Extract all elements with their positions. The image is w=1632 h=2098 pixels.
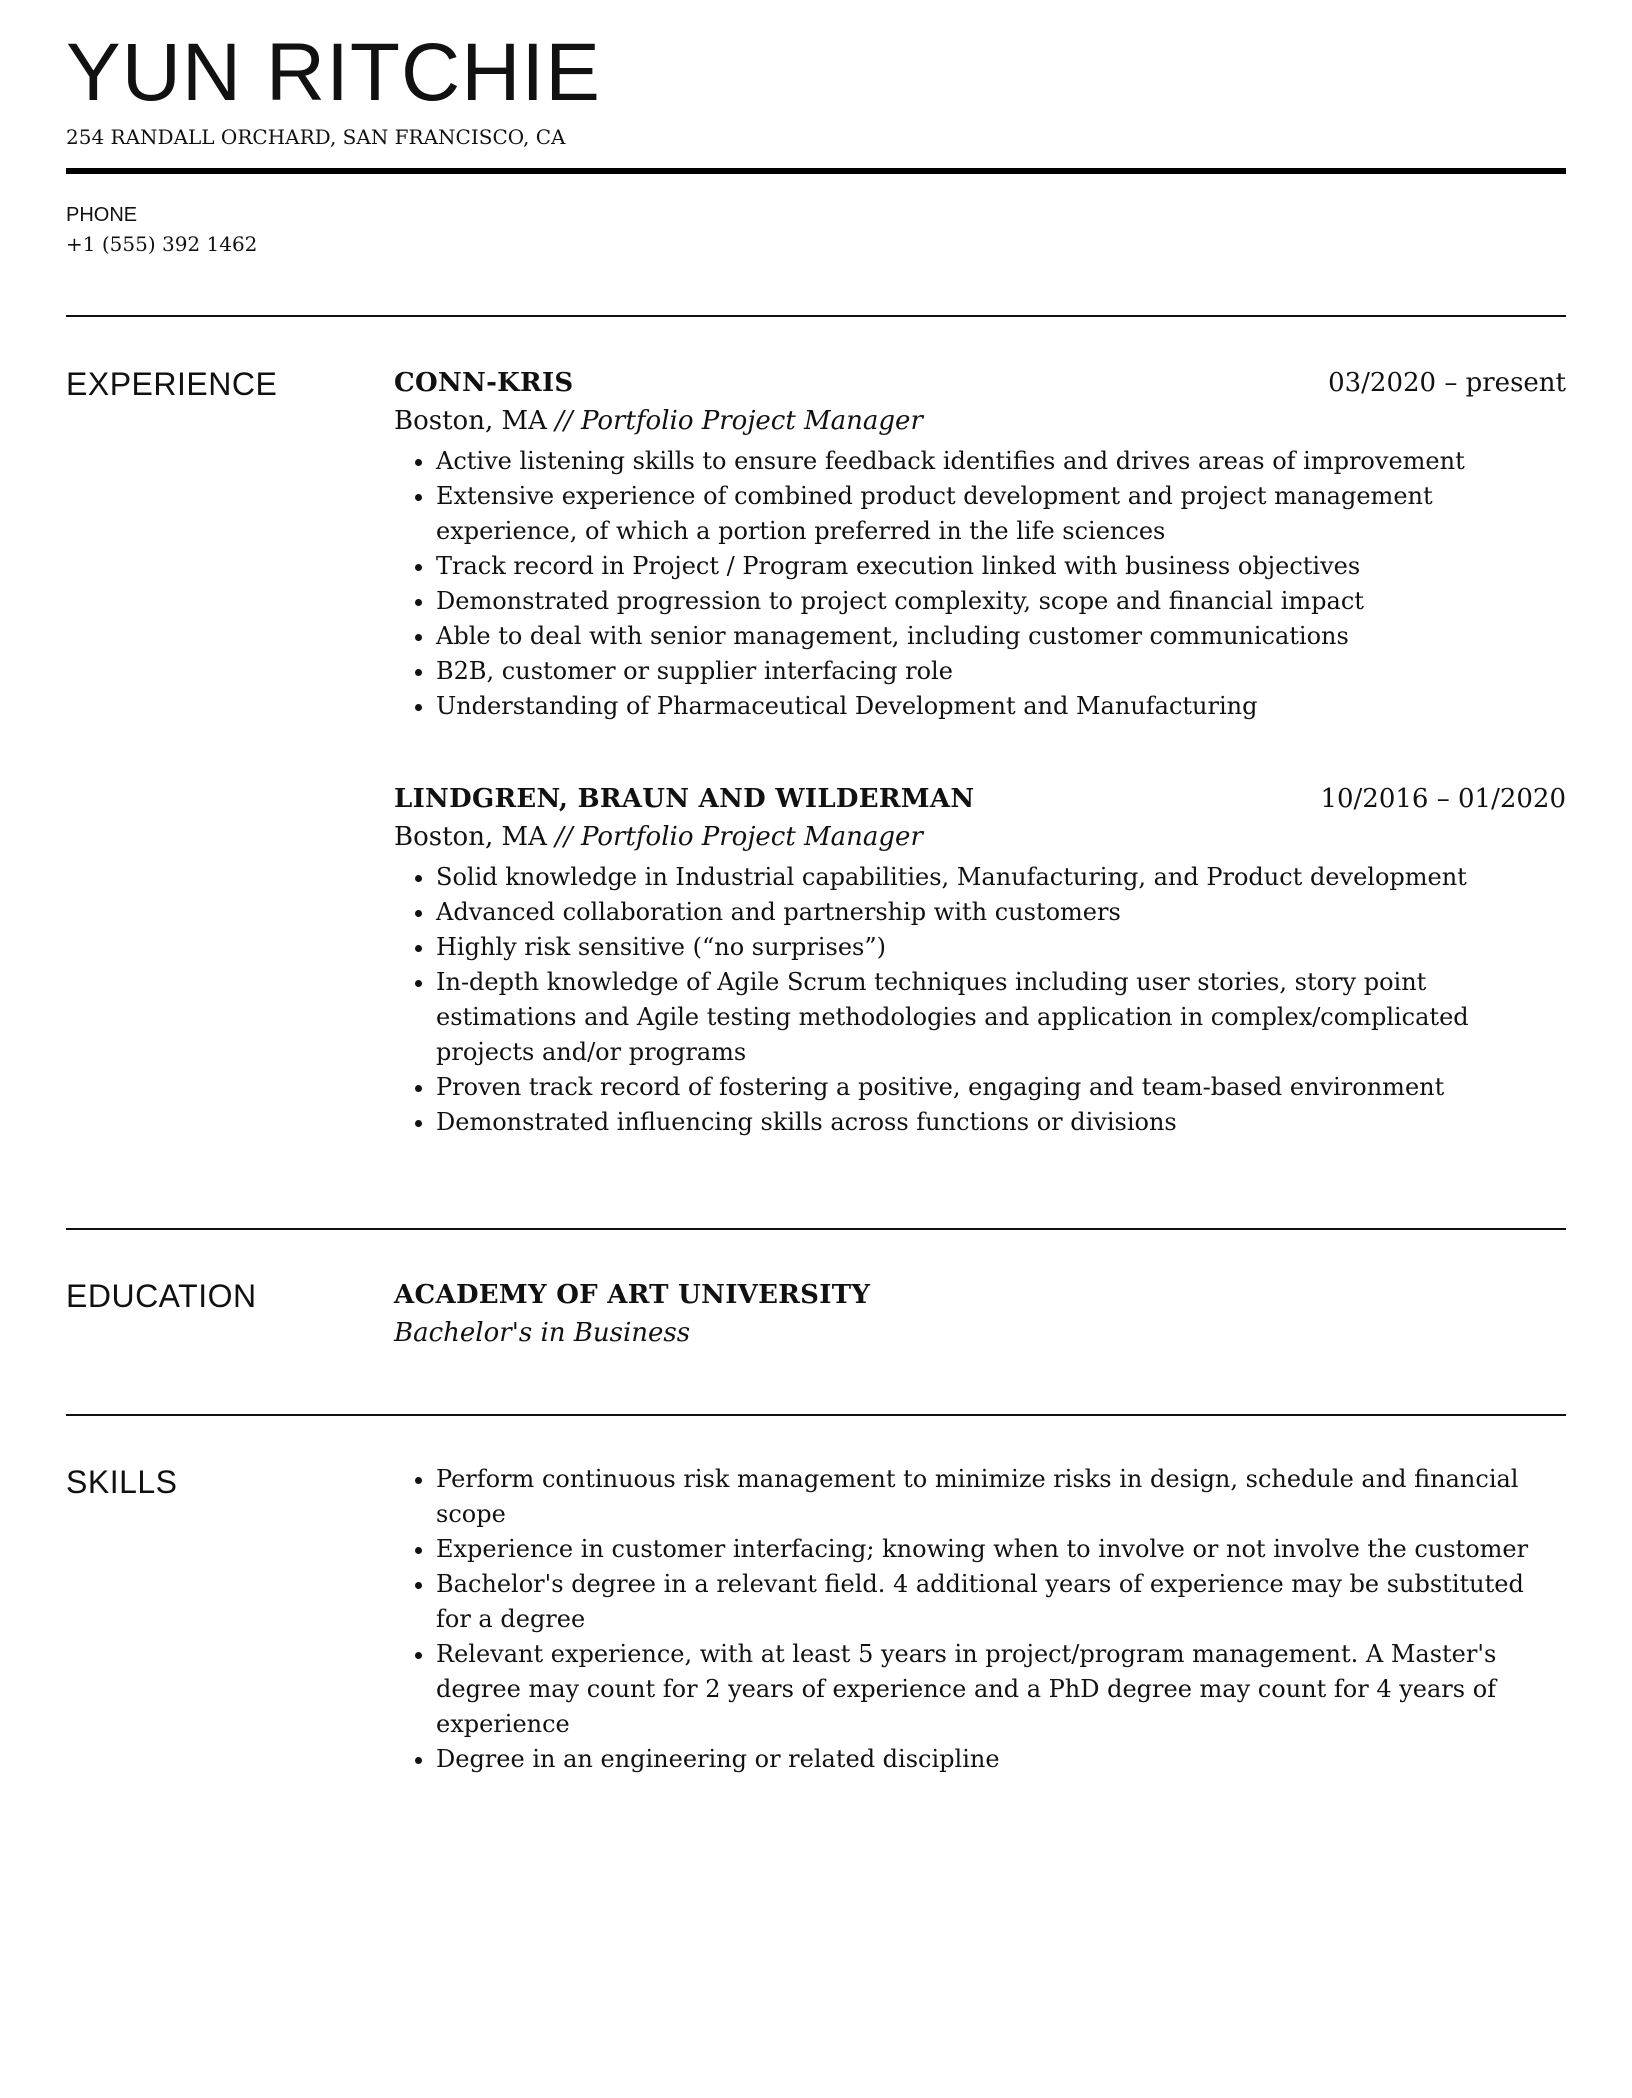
list-item: • Demonstrated progression to project complexity, scope and financial impact	[436, 584, 1566, 619]
experience-body	[394, 364, 1566, 1196]
job-company: LINDGREN, BRAUN AND WILDERMAN	[394, 784, 975, 814]
list-item: • Highly risk sensitive (“no surprises”)	[436, 930, 1566, 965]
education-degree: Bachelor's in Business	[394, 1318, 691, 1348]
job-entry	[394, 364, 1566, 724]
job-dates: 10/2016 – 01/2020	[1320, 784, 1566, 814]
job-company: CONN-KRIS	[394, 368, 574, 398]
list-item: • Experience in customer interfacing; knowing when to involve or not involve the customer	[436, 1532, 1566, 1567]
header-divider	[66, 168, 1566, 174]
job-role: Portfolio Project Manager	[580, 406, 923, 436]
job-bullets	[394, 860, 1566, 1140]
job-subtitle	[394, 818, 1566, 856]
candidate-address: 254 RANDALL ORCHARD, SAN FRANCISCO, CA	[66, 125, 566, 149]
list-item: • Advanced collaboration and partnership with customers	[436, 895, 1566, 930]
job-dates: 03/2020 – present	[1328, 368, 1566, 398]
list-item: • Track record in Project / Program execution linked with business objectives	[436, 549, 1566, 584]
list-item: • B2B, customer or supplier interfacing role	[436, 654, 1566, 689]
list-item: • Understanding of Pharmaceutical Development and Manufacturing	[436, 689, 1566, 724]
list-item: • Bachelor's degree in a relevant field. 4 additional years of experience may be substituted for a degree	[436, 1567, 1566, 1637]
list-item: • Able to deal with senior management, including customer communications	[436, 619, 1566, 654]
job-location: Boston, MA	[394, 822, 547, 852]
skills-body	[394, 1462, 1566, 1777]
list-item: • Extensive experience of combined product development and project management experience, of which a portion preferred in the life sciences	[436, 479, 1566, 549]
job-header	[394, 780, 1566, 818]
skills-list	[394, 1462, 1566, 1777]
resume-header	[66, 28, 1566, 150]
list-item: • Active listening skills to ensure feedback identifies and drives areas of improvement	[436, 444, 1566, 479]
experience-heading: EXPERIENCE	[66, 366, 278, 402]
contact-block	[66, 202, 666, 258]
list-item: • Perform continuous risk management to minimize risks in design, schedule and financial scope	[436, 1462, 1566, 1532]
list-item: • Demonstrated influencing skills across functions or divisions	[436, 1105, 1566, 1140]
job-role: Portfolio Project Manager	[580, 822, 923, 852]
list-item: • In-depth knowledge of Agile Scrum techniques including user stories, story point estimations and Agile testing methodologies and application in complex/complicated projects and/or programs	[436, 965, 1566, 1070]
candidate-name: YUN RITCHIE	[66, 27, 601, 118]
job-bullets	[394, 444, 1566, 724]
job-location: Boston, MA	[394, 406, 547, 436]
job-separator: //	[555, 406, 573, 436]
education-body	[394, 1276, 1566, 1352]
list-item: • Proven track record of fostering a positive, engaging and team-based environment	[436, 1070, 1566, 1105]
list-item: • Relevant experience, with at least 5 years in project/program management. A Master's degree may count for 2 years of experience and a PhD degree may count for 4 years of experience	[436, 1637, 1566, 1742]
section-divider-skills	[66, 1414, 1566, 1416]
section-divider-experience	[66, 315, 1566, 317]
education-heading: EDUCATION	[66, 1278, 257, 1314]
education-school: ACADEMY OF ART UNIVERSITY	[394, 1280, 871, 1310]
phone-label: PHONE	[66, 204, 138, 226]
job-subtitle	[394, 402, 1566, 440]
job-entry	[394, 780, 1566, 1140]
list-item: • Degree in an engineering or related discipline	[436, 1742, 1566, 1777]
job-separator: //	[555, 822, 573, 852]
skills-heading: SKILLS	[66, 1464, 178, 1500]
section-divider-education	[66, 1228, 1566, 1230]
phone-value: +1 (555) 392 1462	[66, 232, 258, 256]
list-item: • Solid knowledge in Industrial capabilities, Manufacturing, and Product development	[436, 860, 1566, 895]
job-header	[394, 364, 1566, 402]
